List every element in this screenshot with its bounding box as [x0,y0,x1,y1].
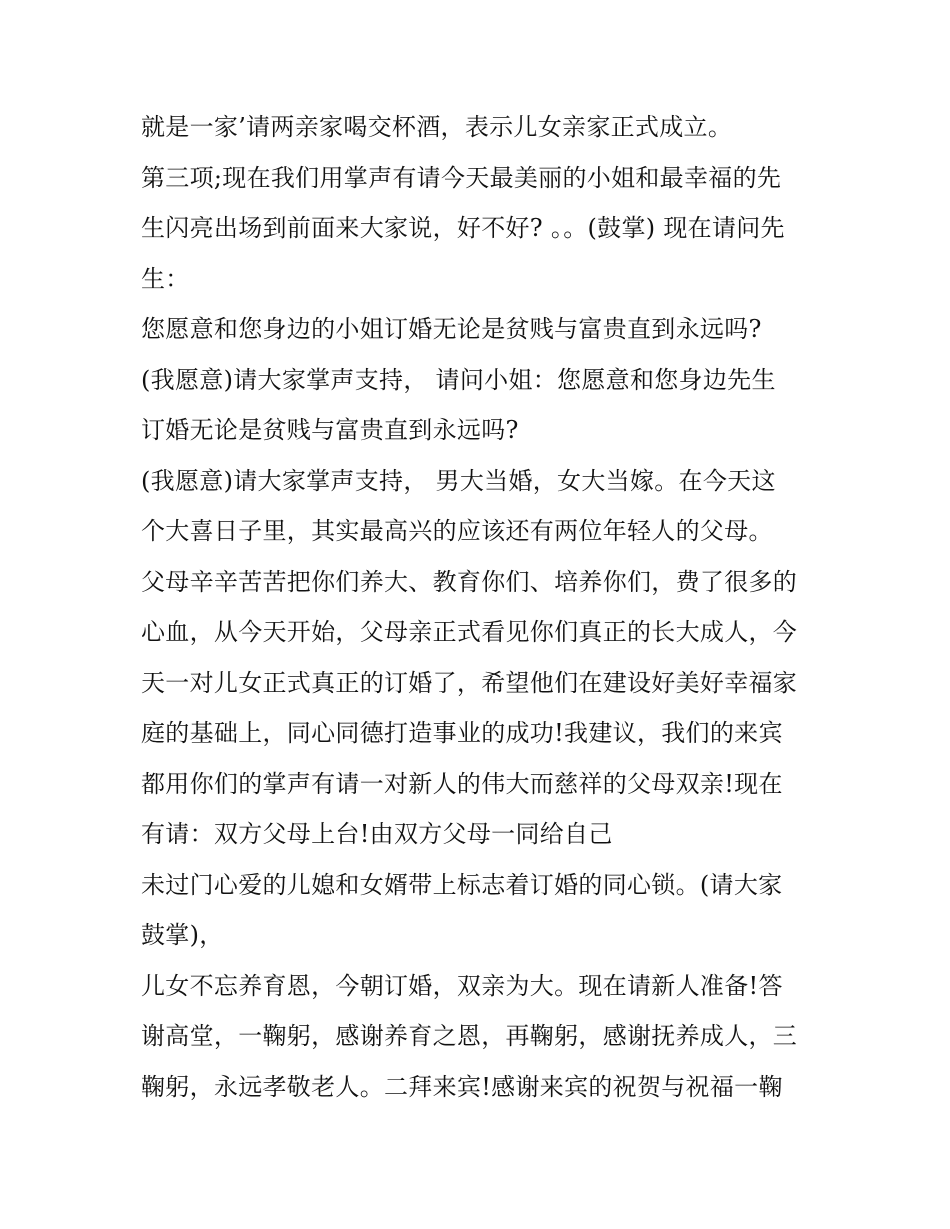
text-line-20: 鞠躬，永远孝敬老人。二拜来宾!感谢来宾的祝贺与祝福一鞠 [141,1072,783,1101]
text-line-13: 庭的基础上，同心同德打造事业的成功!我建议，我们的来宾 [141,719,783,747]
text-line-6: (我愿意)请大家掌声支持， 请问小姐：您愿意和您身边先生 [141,365,776,394]
text-line-3: 生闪亮出场到前面来大家说，好不好? 。。(鼓掌) 现在请问先 [141,214,785,242]
body-text [141,102,831,1112]
text-line-14: 都用你们的掌声有请一对新人的伟大而慈祥的父母双亲!现在 [141,769,783,798]
text-line-19: 谢高堂，一鞠躬，感谢养育之恩，再鞠躬，感谢抚养成人，三 [141,1022,798,1050]
text-line-17: 鼓掌)， [141,921,224,949]
text-line-2: 第三项;现在我们用掌声有请今天最美丽的小姐和最幸福的先 [141,163,782,192]
text-line-12: 天一对儿女正式真正的订婚了，希望他们在建设好美好幸福家 [141,668,798,697]
text-line-16: 未过门心爱的儿媳和女婿带上标志着订婚的同心锁。(请大家 [141,870,783,899]
text-line-7: 订婚无论是贫贱与富贵直到永远吗? [141,416,519,444]
text-line-15: 有请：双方父母上台!由双方父母一同给自己 [141,820,613,848]
text-line-18: 儿女不忘养育恩，今朝订婚，双亲为大。现在请新人准备!答 [141,971,783,1000]
text-line-4: 生： [141,264,190,293]
text-line-9: 个大喜日子里，其实最高兴的应该还有两位年轻人的父母。 [141,517,773,545]
text-line-5: 您愿意和您身边的小姐订婚无论是贫贱与富贵直到永远吗? [141,315,762,343]
text-line-1: 就是一家’请两亲家喝交杯酒，表示儿女亲家正式成立。 [141,113,733,141]
text-line-10: 父母辛辛苦苦把你们养大、教育你们、培养你们，费了很多的 [141,567,798,596]
text-line-8: (我愿意)请大家掌声支持， 男大当婚，女大当嫁。在今天这 [141,466,776,495]
text-line-11: 心血，从今天开始，父母亲正式看见你们真正的长大成人，今 [141,618,798,646]
